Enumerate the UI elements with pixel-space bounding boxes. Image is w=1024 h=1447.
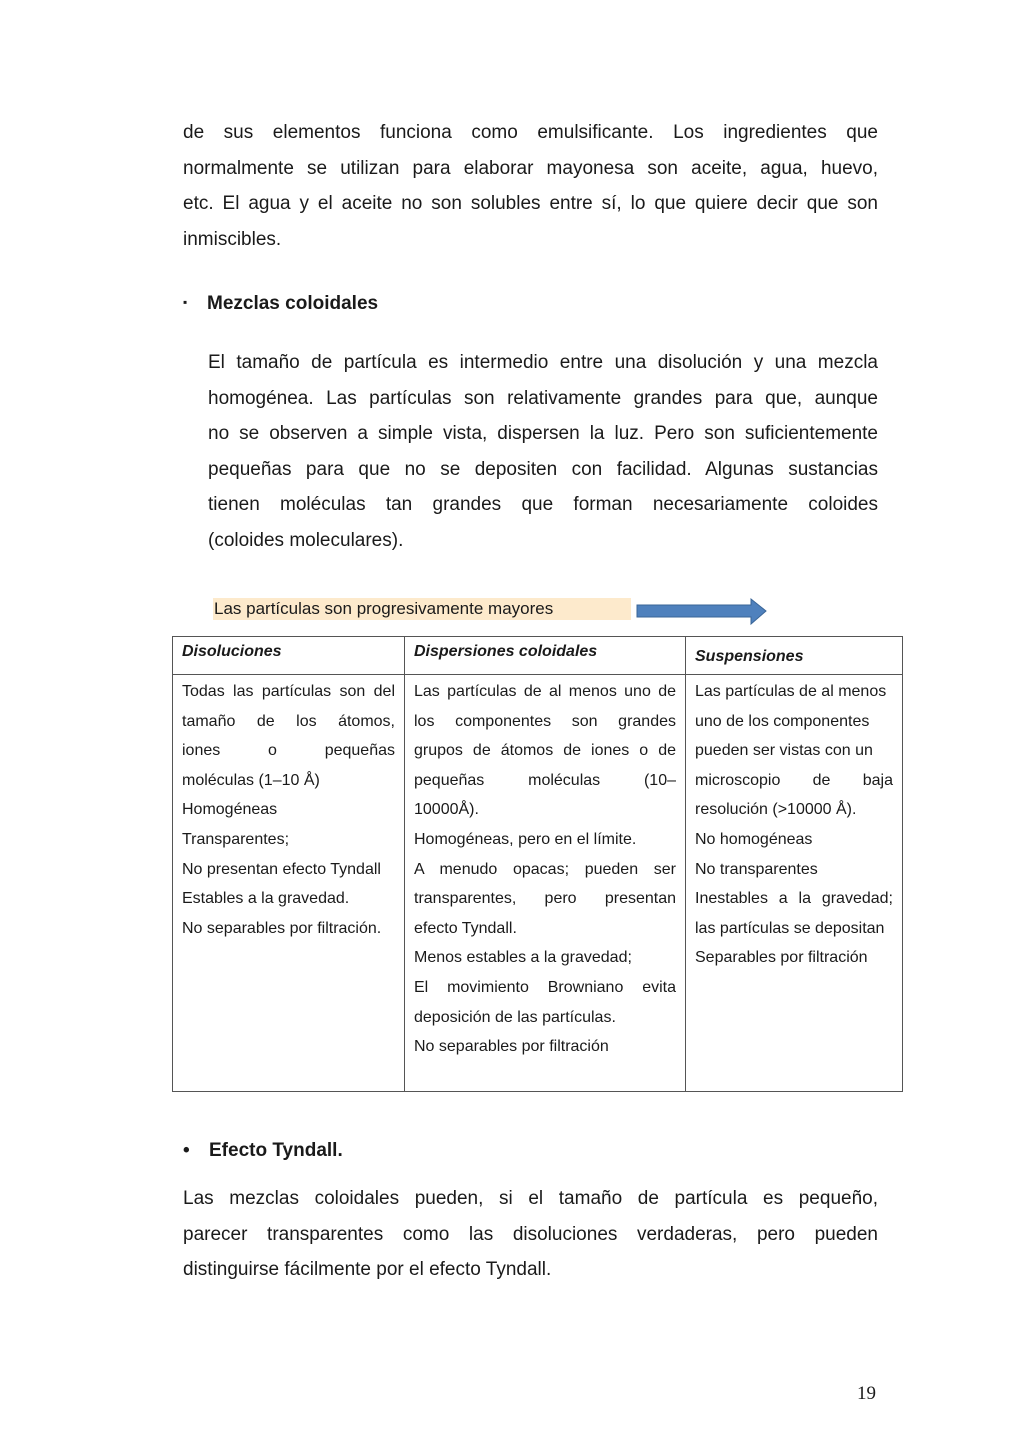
cell-line: Separables por filtración: [695, 949, 868, 967]
cell-line: El movimiento Browniano evita: [414, 978, 676, 996]
comparison-table: [172, 636, 903, 1092]
table-header: [173, 637, 404, 675]
text-line: (coloides moleculares).: [208, 529, 404, 551]
cell-line: moléculas (1–10 Å): [182, 771, 320, 789]
cell-line: No presentan efecto Tyndall: [182, 860, 381, 878]
section-heading-colloids: [183, 293, 378, 315]
cell-line: pueden ser vistas con un: [695, 742, 873, 760]
square-bullet-icon: ▪: [183, 295, 188, 309]
cell-line: Inestables a la gravedad;: [695, 890, 893, 908]
particle-size-label: Las partículas son progresivamente mayores: [213, 598, 631, 620]
table-cell: [414, 677, 676, 1062]
text-line: no se observen a simple vista, dispersen la luz. Pero son suficientemente: [208, 423, 878, 445]
text-line: pequeñas para que no se depositen con facilidad. Algunas sustancias: [208, 458, 878, 480]
cell-line: deposición de las partículas.: [414, 1008, 616, 1026]
cell-line: Las partículas de al menos: [695, 683, 887, 700]
tyndall-paragraph: [183, 1181, 878, 1288]
cell-line: los componentes son grandes: [414, 712, 676, 730]
header-label: Suspensiones: [695, 648, 804, 665]
header-label: Disoluciones: [182, 643, 282, 660]
cell-line: No homogéneas: [695, 830, 813, 848]
text-line: normalmente se utilizan para elaborar mayonesa son aceite, agua, huevo,: [183, 157, 878, 179]
cell-line: Homogéneas, pero en el límite.: [414, 830, 637, 848]
right-arrow-icon: [635, 597, 769, 627]
table-cell: [182, 677, 395, 943]
table-header: [405, 637, 685, 675]
cell-line: Homogéneas: [182, 801, 278, 819]
text-line: El tamaño de partícula es intermedio entre una disolución y una mezcla: [208, 352, 878, 373]
text-line: de sus elementos funciona como emulsificante. Los ingredientes que: [183, 122, 878, 143]
table-cell: [695, 677, 893, 973]
text-line: parecer transparentes como las disoluciones verdaderas, pero pueden: [183, 1223, 878, 1245]
cell-line: resolución (>10000 Å).: [695, 801, 857, 819]
cell-line: No separables por filtración: [414, 1038, 609, 1056]
cell-line: iones o pequeñas: [182, 742, 395, 760]
text-line: etc. El agua y el aceite no son solubles entre sí, lo que quiere decir que son: [183, 193, 878, 215]
text-line: Las mezclas coloidales pueden, si el tamaño de partícula es pequeño,: [183, 1188, 878, 1209]
cell-line: transparentes, pero presentan: [414, 890, 676, 908]
cell-line: grupos de átomos de iones o de: [414, 742, 676, 760]
cell-line: No transparentes: [695, 860, 818, 878]
table-column-suspensiones: [685, 637, 902, 1091]
cell-line: 10000Å).: [414, 801, 479, 819]
cell-line: Menos estables a la gravedad;: [414, 949, 632, 967]
cell-line: microscopio de baja: [695, 771, 893, 789]
page-number: 19: [857, 1383, 876, 1404]
cell-line: efecto Tyndall.: [414, 919, 517, 937]
intro-paragraph: [183, 115, 878, 257]
round-bullet-icon: •: [183, 1140, 190, 1161]
table-column-disoluciones: [173, 637, 404, 1091]
header-label: Dispersiones coloidales: [414, 643, 598, 660]
text-line: distinguirse fácilmente por el efecto Tyndall.: [183, 1259, 552, 1281]
text-line: homogénea. Las partículas son relativamente grandes para que, aunque: [208, 387, 878, 409]
cell-line: Las partículas de al menos uno de: [414, 683, 676, 700]
text-line: tienen moléculas tan grandes que forman necesariamente coloides: [208, 494, 878, 516]
heading-text: Efecto Tyndall.: [209, 1140, 343, 1161]
cell-line: Transparentes;: [182, 830, 290, 848]
cell-line: tamaño de los átomos,: [182, 712, 395, 730]
cell-line: Todas las partículas son del: [182, 683, 395, 700]
cell-line: las partículas se depositan: [695, 919, 885, 937]
colloids-paragraph: [208, 345, 878, 559]
cell-line: A menudo opacas; pueden ser: [414, 860, 676, 878]
table-column-dispersiones: [404, 637, 685, 1091]
section-heading-tyndall: [183, 1140, 343, 1162]
cell-line: No separables por filtración.: [182, 919, 382, 937]
table-header: [686, 637, 902, 675]
text-line: inmiscibles.: [183, 228, 282, 250]
cell-line: pequeñas moléculas (10–: [414, 771, 676, 789]
cell-line: uno de los componentes: [695, 712, 870, 730]
cell-line: Estables a la gravedad.: [182, 890, 350, 908]
heading-text: Mezclas coloidales: [207, 293, 379, 314]
